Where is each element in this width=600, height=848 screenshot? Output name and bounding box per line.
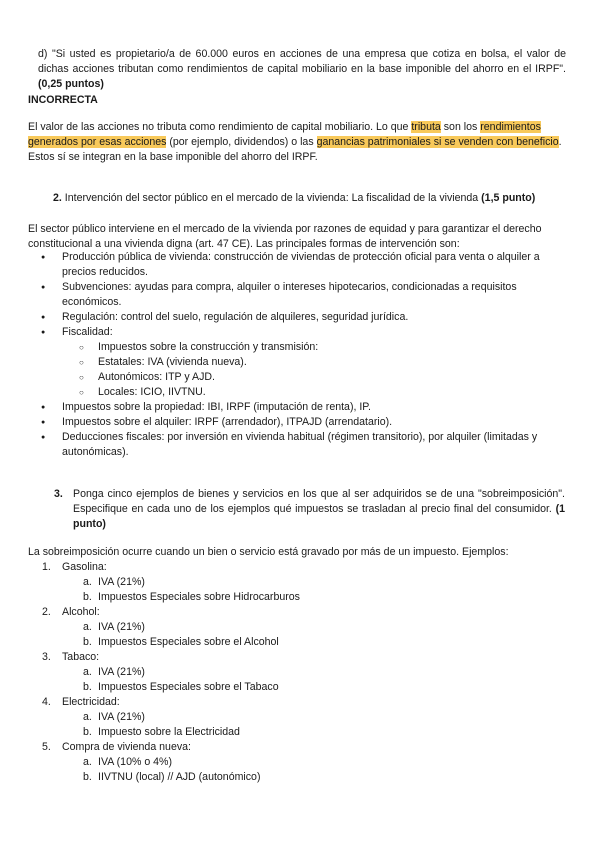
list-item: ● Subvenciones: ayudas para compra, alquiler o intereses hipotecarios, condicionadas a requisitos económicos. [62,280,562,310]
example-item [42,560,542,605]
question-d [38,47,566,92]
question-d-text: d) "Si usted es propietario/a de 60.000 euros en acciones de una empresa que cotiza en bolsa, el valor de dichas acciones tributan como rendimientos de capital mobiliario en la base imponible del ahorro en el IRPF". [38,48,566,75]
example-number: 1. [42,561,51,573]
list-item: ● Regulación: control del suelo, regulación de alquileres, seguridad jurídica. [62,310,562,325]
list-item: ● Impuestos sobre la propiedad: IBI, IRPF (imputación de renta), IP. [62,400,562,415]
highlight-rendimientos: rendimientos generados por esas acciones [28,121,541,148]
question-2-number: 2. [53,192,62,204]
example-item [42,650,542,695]
example-tax: IVA (10% o 4%) [98,756,172,768]
sub-letter: b. [83,726,92,738]
sub-list-item: ○ Locales: ICIO, IIVTNU. [98,385,562,400]
example-number: 5. [42,741,51,753]
question-3-intro: La sobreimposición ocurre cuando un bien o servicio está gravado por más de un impuesto. Ejemplos: [28,546,509,558]
sub-letter: a. [83,576,92,588]
list-item: ● Producción pública de vivienda: construcción de viviendas de protección oficial para venta o alquiler a precios reducidos. [62,250,562,280]
question-2-intro: El sector público interviene en el mercado de la vivienda por razones de equidad y para garantizar el derecho constitucional a una vivienda digna (art. 47 CE). Las principales formas de intervención son: [28,223,542,250]
example-tax: IVA (21%) [98,576,145,588]
sub-letter: b. [83,636,92,648]
sub-letter: a. [83,711,92,723]
question-3-points: (1 punto) [73,503,565,530]
example-tax: Impuesto sobre la Electricidad [98,726,240,738]
question-2-title: Intervención del sector público en el mercado de la vivienda: La fiscalidad de la vivienda [64,192,479,204]
answer-text: (por ejemplo, dividendos) o las [166,136,317,148]
example-name: Tabaco: [62,651,100,663]
question-3-number: 3. [54,488,63,500]
question-2-heading [53,191,573,206]
example-item [42,605,542,650]
example-name: Gasolina: [62,561,107,573]
example-tax: Impuestos Especiales sobre Hidrocarburos [98,591,300,603]
example-name: Electricidad: [62,696,120,708]
sub-letter: a. [83,756,92,768]
intervention-list [62,250,562,460]
question-3-title: Ponga cinco ejemplos de bienes y servicios en los que al ser adquiridos se de una "sobreimposición". Especifique en cada uno de los ejemplos qué impuestos se trasladan al precio final del consumidor. [73,488,565,515]
answer-text: . Estos sí se integran en la base imponible del ahorro del IRPF. [28,136,562,163]
sub-letter: a. [83,621,92,633]
example-tax: IVA (21%) [98,711,145,723]
example-name: Alcohol: [62,606,100,618]
question-3-heading [54,487,565,532]
answer-d [28,120,568,165]
example-number: 4. [42,696,51,708]
example-item [42,740,542,785]
sub-letter: b. [83,771,92,783]
example-name: Compra de vivienda nueva: [62,741,191,753]
sub-letter: a. [83,666,92,678]
example-number: 3. [42,651,51,663]
example-item [42,695,542,740]
highlight-tributa: tributa [411,121,441,133]
example-number: 2. [42,606,51,618]
list-item: ● Deducciones fiscales: por inversión en vivienda habitual (régimen transitorio), por alquiler (limitadas y autonómicas). [62,430,562,460]
example-tax: Impuestos Especiales sobre el Alcohol [98,636,279,648]
example-tax: IIVTNU (local) // AJD (autonómico) [98,771,261,783]
example-tax: Impuestos Especiales sobre el Tabaco [98,681,279,693]
sub-list-item: ○ Estatales: IVA (vivienda nueva). [98,355,562,370]
question-2-points: (1,5 punto) [481,192,536,204]
answer-text: son los [440,121,481,133]
example-tax: IVA (21%) [98,666,145,678]
highlight-ganancias: ganancias patrimoniales si se venden con beneficio [316,136,559,148]
examples-list [42,560,542,785]
sub-letter: b. [83,591,92,603]
question-d-points: (0,25 puntos) [38,78,104,90]
list-item: ● Fiscalidad: [62,325,562,340]
verdict [28,93,572,108]
answer-text: El valor de las acciones no tributa como rendimiento de capital mobiliario. Lo que [28,121,412,133]
sub-list-item: ○ Autonómicos: ITP y AJD. [98,370,562,385]
verdict-label: INCORRECTA [28,94,98,106]
sub-letter: b. [83,681,92,693]
fiscal-sublist [62,340,562,400]
example-tax: IVA (21%) [98,621,145,633]
list-item: ● Impuestos sobre el alquiler: IRPF (arrendador), ITPAJD (arrendatario). [62,415,562,430]
sub-list-item: ○ Impuestos sobre la construcción y transmisión: [98,340,562,355]
